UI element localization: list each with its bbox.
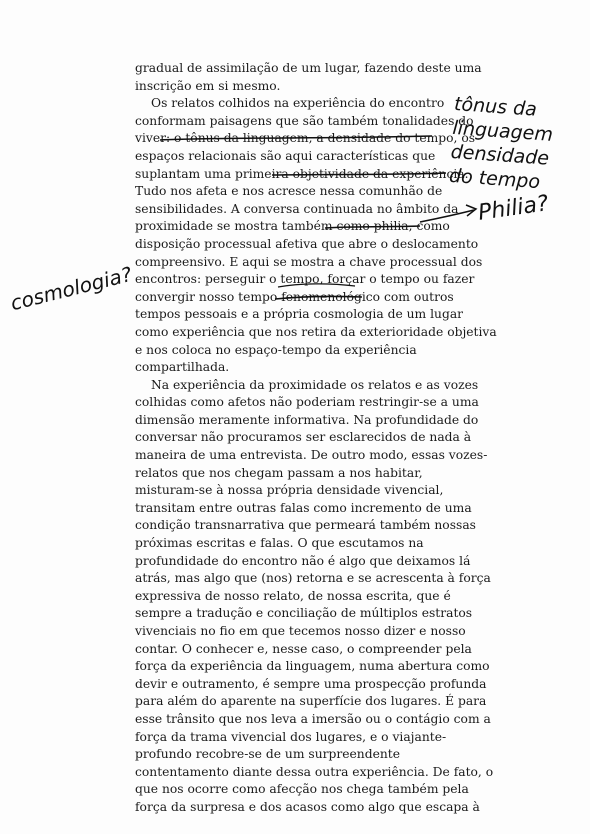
text-line: vivenciais no fio em que tecemos nosso dizer e nosso — [135, 624, 466, 638]
text-line: inscrição em si mesmo. — [135, 78, 281, 93]
text-line: conformam paisagens que são também tonalidades do — [135, 113, 474, 128]
text-line: como experiência que nos retira da exterioridade objetiva — [135, 324, 497, 339]
text-line: transitam entre outras falas como incremento de uma — [135, 500, 472, 515]
text-line: contentamento diante dessa outra experiência. De fato, o — [135, 764, 494, 779]
text-line: Na experiência da proximidade os relatos e as vozes — [151, 377, 479, 392]
text-line: devir e outramento, é sempre uma prospecção profunda — [135, 676, 487, 691]
handwritten-note-cosmologia: cosmologia? — [8, 261, 135, 316]
text-line: misturam-se à nossa própria densidade vivencial, — [135, 483, 444, 498]
text-line: para além do aparente na superfície dos lugares. É para — [135, 694, 487, 709]
note-line: do tempo — [448, 164, 541, 194]
text-line: proximidade se mostra também como philia, como — [135, 219, 450, 234]
text-line: gradual de assimilação de um lugar, fazendo deste uma — [135, 61, 482, 75]
text-line: força da surpresa e dos acasos como algo que escapa à — [135, 799, 480, 814]
note-line: densidade — [450, 140, 550, 170]
text-line: contar. O conhecer e, nesse caso, o compreender pela — [135, 641, 472, 656]
text-line: dimensão meramente informativa. Na profundidade do — [135, 412, 479, 427]
text-line: força da trama vivencial dos lugares, e o viajante- — [135, 729, 447, 744]
text-line: sensibilidades. A conversa continuada no âmbito da — [135, 201, 459, 216]
text-line: esse trânsito que nos leva a imersão ou o contágio com a — [135, 711, 491, 726]
handwritten-note-philia: Philia? — [476, 191, 551, 226]
handwritten-note-right — [448, 92, 555, 195]
text-line: suplantam uma primeira objetividade da experiência. — [135, 166, 469, 181]
text-line: tempos pessoais e a própria cosmologia de um lugar — [135, 307, 464, 322]
body-text — [135, 60, 497, 817]
text-line: compartilhada. — [135, 360, 230, 375]
text-line: conversar não procuramos ser esclarecidos de nada à — [135, 430, 472, 445]
text-line: compreensivo. E aqui se mostra a chave processual dos — [135, 254, 483, 269]
text-line: expressiva de nosso relato, de nossa escrita, que é — [135, 588, 451, 603]
text-line: viver: o tônus da linguagem, a densidade do tempo, os — [135, 131, 476, 146]
text-line: profundo recobre-se de um surpreendente — [135, 747, 401, 762]
text-line: encontros: perseguir o tempo, forçar o tempo ou fazer — [135, 272, 475, 287]
text-line: força da experiência da linguagem, numa abertura como — [135, 659, 490, 674]
text-line: colhidas como afetos não poderiam restringir-se a uma — [135, 395, 479, 410]
text-line: condição transnarrativa que permeará também nossas — [135, 518, 476, 533]
text-line: e nos coloca no espaço-tempo da experiência — [135, 342, 417, 357]
text-line: disposição processual afetiva que abre o deslocamento — [135, 236, 479, 251]
text-line: Os relatos colhidos na experiência do encontro — [151, 96, 445, 111]
text-line: que nos ocorre como afecção nos chega também pela — [135, 782, 469, 797]
note-line: linguagem — [451, 116, 554, 146]
text-line: sempre a tradução e conciliação de múltiplos estratos — [135, 606, 473, 621]
text-line: próximas escritas e falas. O que escutamos na — [135, 536, 424, 551]
text-line: maneira de uma entrevista. De outro modo, essas vozes- — [135, 448, 488, 463]
text-line: relatos que nos chegam passam a nos habitar, — [135, 465, 423, 480]
text-line: Tudo nos afeta e nos acresce nessa comunhão de — [135, 184, 443, 199]
text-line: convergir nosso tempo fenomenológico com outros — [135, 289, 454, 304]
text-line: profundidade do encontro não é algo que deixamos lá — [135, 553, 471, 568]
note-line: tônus da — [453, 92, 538, 121]
text-line: espaços relacionais são aqui características que — [135, 148, 436, 163]
text-line: atrás, mas algo que (nos) retorna e se acrescenta à força — [135, 571, 491, 586]
